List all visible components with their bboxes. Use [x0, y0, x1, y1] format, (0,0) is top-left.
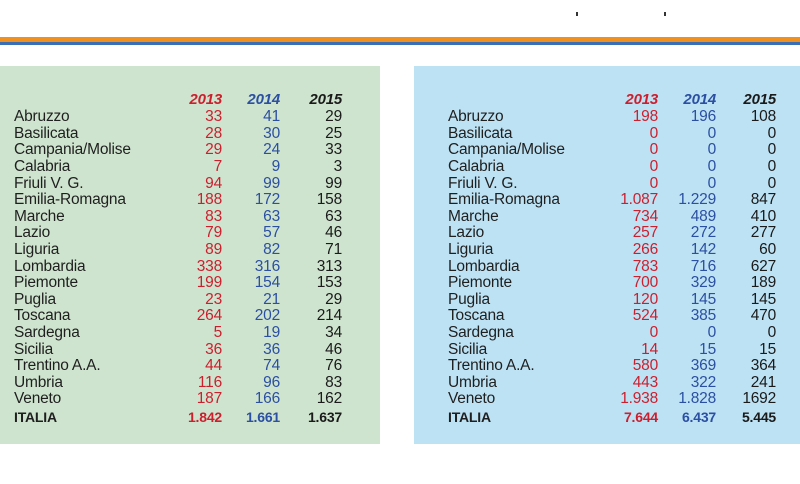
region-name-cell: Lombardia — [448, 257, 520, 275]
region-name-cell: Piemonte — [448, 274, 512, 292]
value-2014-cell: 1.229 — [678, 191, 716, 209]
value-2013-cell: 0 — [649, 124, 658, 142]
region-name-cell: Lazio — [14, 224, 51, 242]
value-2015-cell: 1.637 — [307, 408, 342, 425]
year-2015-header: 2015 — [309, 91, 342, 108]
value-2013-cell: 187 — [196, 390, 222, 408]
value-2015-cell: 627 — [750, 257, 776, 275]
value-2015-cell: 214 — [316, 307, 342, 325]
value-2015-cell: 3 — [333, 158, 342, 176]
value-2014-cell: 41 — [263, 108, 280, 126]
value-2014-cell: 322 — [690, 373, 716, 391]
value-2014-cell: 30 — [263, 124, 280, 142]
value-2015-cell: 76 — [325, 357, 342, 375]
value-2015-cell: 145 — [750, 290, 776, 308]
value-2015-cell: 241 — [750, 373, 776, 391]
value-2013-cell: 1.842 — [187, 408, 222, 425]
table-row — [448, 341, 776, 358]
table-row — [448, 159, 776, 176]
value-2014-cell: 9 — [271, 158, 280, 176]
value-2014-cell: 6.437 — [681, 408, 716, 425]
table-row — [448, 275, 776, 292]
region-name-cell: ITALIA — [448, 408, 491, 425]
value-2014-cell: 1.828 — [678, 390, 716, 408]
value-2013-cell: 36 — [205, 340, 222, 358]
value-2015-cell: 158 — [316, 191, 342, 209]
region-name-cell: ITALIA — [14, 408, 57, 425]
region-name-cell: Sicilia — [448, 340, 488, 358]
value-2013-cell: 198 — [632, 108, 658, 126]
table-row — [14, 308, 342, 325]
region-name-cell: Veneto — [14, 390, 62, 408]
value-2014-cell: 369 — [690, 357, 716, 375]
region-name-cell: Basilicata — [14, 124, 79, 142]
value-2015-cell: 313 — [316, 257, 342, 275]
region-column-header — [14, 91, 164, 109]
table-row — [14, 391, 342, 408]
year-2013-header: 2013 — [625, 91, 658, 108]
value-2014-cell: 0 — [707, 158, 716, 176]
value-2013-cell: 120 — [632, 290, 658, 308]
table-row — [14, 159, 342, 176]
value-2013-cell: 7.644 — [623, 408, 658, 425]
value-2014-cell: 0 — [707, 124, 716, 142]
value-2014-cell: 0 — [707, 141, 716, 159]
value-2015-cell: 410 — [750, 207, 776, 225]
value-2013-cell: 199 — [196, 274, 222, 292]
year-2014-header: 2014 — [683, 91, 716, 108]
table-row — [14, 175, 342, 192]
value-2013-cell: 94 — [205, 174, 222, 192]
value-2015-cell: 29 — [325, 290, 342, 308]
region-column-header — [448, 91, 598, 109]
blue-header-stripe — [0, 42, 800, 45]
value-2013-cell: 28 — [205, 124, 222, 142]
value-2014-cell: 196 — [690, 108, 716, 126]
year-2013-header: 2013 — [189, 91, 222, 108]
value-2014-cell: 316 — [254, 257, 280, 275]
value-2013-cell: 266 — [632, 241, 658, 259]
value-2014-cell: 1.661 — [245, 408, 280, 425]
table-body — [448, 109, 776, 425]
value-2015-cell: 1692 — [742, 390, 776, 408]
value-2013-cell: 734 — [632, 207, 658, 225]
value-2014-cell: 329 — [690, 274, 716, 292]
table-row — [14, 109, 342, 126]
region-name-cell: Piemonte — [14, 274, 78, 292]
value-2015-cell: 0 — [767, 324, 776, 342]
value-2013-cell: 0 — [649, 158, 658, 176]
value-2014-cell: 74 — [263, 357, 280, 375]
value-2014-cell: 166 — [254, 390, 280, 408]
table-row — [14, 375, 342, 392]
region-name-cell: Campania/Molise — [448, 141, 565, 159]
region-name-cell: Trentino A.A. — [14, 357, 101, 375]
value-2014-cell: 57 — [263, 224, 280, 242]
value-2014-cell: 145 — [690, 290, 716, 308]
value-2014-cell: 24 — [263, 141, 280, 159]
table-row — [448, 225, 776, 242]
table-row — [14, 225, 342, 242]
table-row — [448, 109, 776, 126]
value-2015-cell: 0 — [767, 141, 776, 159]
value-2014-cell: 385 — [690, 307, 716, 325]
total-row — [448, 408, 776, 426]
table-row — [448, 242, 776, 259]
region-name-cell: Marche — [14, 207, 65, 225]
region-name-cell: Umbria — [448, 373, 497, 391]
value-2014-cell: 172 — [254, 191, 280, 209]
table-row — [448, 142, 776, 159]
value-2014-cell: 19 — [263, 324, 280, 342]
value-2014-cell: 36 — [263, 340, 280, 358]
value-2014-cell: 99 — [263, 174, 280, 192]
value-2013-cell: 1.938 — [620, 390, 658, 408]
table-row — [14, 192, 342, 209]
total-row — [14, 408, 342, 426]
year-2014-header: 2014 — [247, 91, 280, 108]
region-name-cell: Abruzzo — [448, 108, 504, 126]
region-name-cell: Umbria — [14, 373, 63, 391]
table-row — [448, 375, 776, 392]
value-2013-cell: 5 — [213, 324, 222, 342]
region-name-cell: Campania/Molise — [14, 141, 131, 159]
value-2013-cell: 44 — [205, 357, 222, 375]
region-name-cell: Friuli V. G. — [448, 174, 518, 192]
value-2013-cell: 29 — [205, 141, 222, 159]
value-2014-cell: 21 — [263, 290, 280, 308]
value-2015-cell: 0 — [767, 124, 776, 142]
table-row — [14, 142, 342, 159]
value-2014-cell: 202 — [254, 307, 280, 325]
region-name-cell: Puglia — [448, 290, 490, 308]
value-2015-cell: 25 — [325, 124, 342, 142]
table-row — [448, 192, 776, 209]
value-2014-cell: 0 — [707, 174, 716, 192]
value-2014-cell: 489 — [690, 207, 716, 225]
value-2013-cell: 338 — [196, 257, 222, 275]
value-2015-cell: 364 — [750, 357, 776, 375]
region-name-cell: Toscana — [14, 307, 71, 325]
region-name-cell: Sardegna — [14, 324, 80, 342]
value-2015-cell: 34 — [325, 324, 342, 342]
region-name-cell: Calabria — [448, 158, 505, 176]
table-row — [448, 209, 776, 226]
left-table-panel — [0, 66, 380, 444]
value-2013-cell: 783 — [632, 257, 658, 275]
region-name-cell: Emilia-Romagna — [14, 191, 126, 209]
value-2015-cell: 15 — [759, 340, 776, 358]
value-2014-cell: 142 — [690, 241, 716, 259]
region-name-cell: Toscana — [448, 307, 505, 325]
value-2013-cell: 524 — [632, 307, 658, 325]
value-2013-cell: 1.087 — [620, 191, 658, 209]
value-2013-cell: 33 — [205, 108, 222, 126]
value-2015-cell: 63 — [325, 207, 342, 225]
value-2014-cell: 154 — [254, 274, 280, 292]
value-2015-cell: 29 — [325, 108, 342, 126]
table-row — [14, 258, 342, 275]
table-row — [448, 391, 776, 408]
value-2015-cell: 0 — [767, 174, 776, 192]
value-2015-cell: 71 — [325, 241, 342, 259]
table-row — [14, 209, 342, 226]
header-tick-marks — [560, 4, 680, 18]
region-name-cell: Calabria — [14, 158, 71, 176]
right-table-panel — [414, 66, 800, 444]
table-row — [448, 308, 776, 325]
table-row — [448, 126, 776, 143]
value-2013-cell: 14 — [641, 340, 658, 358]
value-2013-cell: 257 — [632, 224, 658, 242]
table-row — [14, 358, 342, 375]
value-2015-cell: 83 — [325, 373, 342, 391]
region-name-cell: Marche — [448, 207, 499, 225]
tick-mark — [664, 12, 666, 16]
table-row — [14, 341, 342, 358]
value-2013-cell: 580 — [632, 357, 658, 375]
table-body — [14, 109, 342, 425]
value-2014-cell: 272 — [690, 224, 716, 242]
region-name-cell: Trentino A.A. — [448, 357, 535, 375]
table-row — [448, 292, 776, 309]
region-name-cell: Sardegna — [448, 324, 514, 342]
value-2013-cell: 700 — [632, 274, 658, 292]
table-row — [448, 325, 776, 342]
table-row — [14, 242, 342, 259]
value-2013-cell: 0 — [649, 324, 658, 342]
region-name-cell: Emilia-Romagna — [448, 191, 560, 209]
value-2014-cell: 63 — [263, 207, 280, 225]
table-row — [448, 175, 776, 192]
value-2013-cell: 7 — [213, 158, 222, 176]
value-2013-cell: 116 — [197, 373, 222, 391]
value-2015-cell: 60 — [759, 241, 776, 259]
table-header-row — [448, 91, 776, 109]
value-2015-cell: 189 — [750, 274, 776, 292]
value-2013-cell: 79 — [205, 224, 222, 242]
value-2015-cell: 153 — [316, 274, 342, 292]
value-2013-cell: 83 — [205, 207, 222, 225]
year-2015-header: 2015 — [743, 91, 776, 108]
value-2014-cell: 82 — [263, 241, 280, 259]
region-name-cell: Puglia — [14, 290, 56, 308]
region-name-cell: Lazio — [448, 224, 485, 242]
region-name-cell: Lombardia — [14, 257, 86, 275]
value-2015-cell: 108 — [750, 108, 776, 126]
region-name-cell: Sicilia — [14, 340, 54, 358]
value-2015-cell: 33 — [325, 141, 342, 159]
region-table-left — [14, 91, 342, 425]
table-row — [14, 325, 342, 342]
value-2015-cell: 99 — [325, 174, 342, 192]
region-name-cell: Basilicata — [448, 124, 513, 142]
value-2013-cell: 89 — [205, 241, 222, 259]
table-header-row — [14, 91, 342, 109]
region-name-cell: Veneto — [448, 390, 496, 408]
value-2015-cell: 162 — [316, 390, 342, 408]
value-2015-cell: 46 — [325, 340, 342, 358]
value-2015-cell: 470 — [750, 307, 776, 325]
table-row — [14, 292, 342, 309]
value-2013-cell: 0 — [649, 141, 658, 159]
value-2013-cell: 23 — [205, 290, 222, 308]
value-2013-cell: 443 — [632, 373, 658, 391]
value-2013-cell: 188 — [196, 191, 222, 209]
value-2015-cell: 0 — [767, 158, 776, 176]
value-2015-cell: 277 — [750, 224, 776, 242]
value-2014-cell: 0 — [707, 324, 716, 342]
value-2015-cell: 5.445 — [741, 408, 776, 425]
value-2013-cell: 0 — [649, 174, 658, 192]
region-name-cell: Abruzzo — [14, 108, 70, 126]
tick-mark — [576, 12, 578, 16]
table-row — [14, 126, 342, 143]
table-row — [14, 275, 342, 292]
region-table-right — [448, 91, 776, 425]
region-name-cell: Friuli V. G. — [14, 174, 84, 192]
table-row — [448, 358, 776, 375]
value-2015-cell: 46 — [325, 224, 342, 242]
value-2014-cell: 96 — [263, 373, 280, 391]
value-2013-cell: 264 — [196, 307, 222, 325]
table-row — [448, 258, 776, 275]
value-2014-cell: 15 — [699, 340, 716, 358]
region-name-cell: Liguria — [448, 241, 494, 259]
region-name-cell: Liguria — [14, 241, 60, 259]
value-2015-cell: 847 — [750, 191, 776, 209]
value-2014-cell: 716 — [690, 257, 716, 275]
